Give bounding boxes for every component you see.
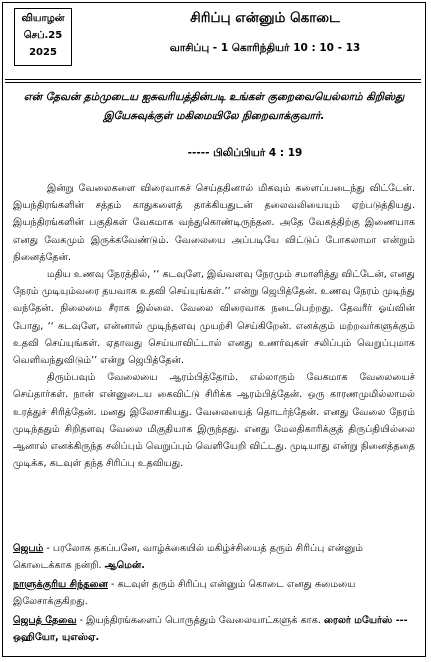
prayer [13,540,417,575]
page-title: சிரிப்பு என்னும் கொடை [190,10,340,26]
topic-text: - இயந்திரங்களைப் பொருத்தும் வேலையாட்களுக் காக. [76,614,324,626]
key-verse: என் தேவன் தம்முடைய ஐசுவரியத்தின்படி உங்கள் குறைவையெல்லாம் கிறிஸ்து இயேசுவுக்குள் மகிமையிலே நிறைவாக்குவார். [23,91,405,122]
verse-reference: ----- பிலிப்பியர் 4 : 19 [187,147,303,159]
divider-top [5,79,421,80]
paragraph: மதிய உணவு நேரத்தில், ‘‘ கடவுளே, இவ்வளவு நேரமும் சமாளித்து விட்டேன், எனது நேரம் முடியும்வரை தயவாக உதவி செய்யுங்கள்.’’ என்று ஜெபித்தேன். உணவு நேரம் முடிந்து வந்தேன். நிலைமை சீராக இல்லை. வேலை விரைவாக நடைபெற்றது. தேவரீர் ஓய்வின் போது, ‘‘ கடவுளே, என்னால் முடிந்தளவு முயற்சி செய்கிறேன். எனக்கும் மற்றவர்களுக்கும் உதவி செய்யுங்கள். ஏதாவது செய்யாவிட்டால் எனது உணர்வுகள் சலிப்பும் வெறுப்புமாக வெளிவந்துவிடும்’’ என்று ஜெபித்தேன். [13,269,415,367]
scripture-reading: வாசிப்பு - 1 கொரிந்தியர் 10 : 10 - 13 [169,42,361,54]
prayer-amen: ஆமென். [104,560,145,572]
year: 2025 [29,47,57,58]
paragraph: இன்று வேலைகளை விரைவாகச் செய்ததினால் மிகவும் களைப்படைந்து விட்டேன். இயந்திரங்களின் சத்தம் காதுகளைத் தாக்கியதுடன் தலைவலியையும் ஏற்படுத்தியது. இயந்திரங்களின் பகுதிகள் வேகமாக வந்துகொண்டிருந்தன. அதே வேகத்திற்கு இணையாக எனது வேகமும் இருக்கவேண்டும். வேலையை அப்படியே விட்டுப் போகலாமா என்றும் நினைத்தேன். [13,183,415,263]
weekday: வியாழன் [21,13,65,24]
date-box [14,8,72,66]
prayer-text: - பரலோக தகப்பனே, வாழ்க்கையில் மகிழ்ச்சியைத் தரும் சிரிப்பு என்னும் கொடைக்காக நன்றி. [13,543,363,572]
prayer-label: ஜெபம் [13,543,44,554]
thought-label: நாளுக்குரிய சிந்தனை [13,578,108,590]
thought-text: - கடவுள் தரும் சிரிப்பு என்னும் கொடை எனது சுமையை இலேசாக்குகிறது. [13,578,356,608]
author: ரைலர் மயேர்ஸ் --- ஒஹியோ, யுஎஸ்ஏ. [13,614,408,644]
devotional-footer [13,540,417,647]
devotional-body [13,180,415,472]
date: செப்.25 [23,30,63,41]
paragraph: திரும்பவும் வேலையை ஆரம்பித்தோம். எல்லாரும் வேகமாக வேலையைச் செய்தார்கள். நான் என்னுடைய கைவிட்டு சிரிக்க ஆரம்பித்தேன். ஒரு காரணமுமில்லாமல் உரத்துச் சிரித்தேன். மனது இலேசாகியது. வேலையைத் தொடர்ந்தேன். எனது வேலை நேரம் முடிந்ததும் சிறிதளவு வேலை மிகுதியாக இருந்தது. எனது மேலதிகாரிக்குத் திருப்தியில்லை ஆனால் எனக்கிருந்த சலிப்பும் வெறுப்பும் வெளியேறி விட்டது. முடியாது என்று நினைத்ததை முடிக்க, கடவுள் தந்த சிரிப்பு உதவியது. [13,372,415,470]
prayer-focus [13,612,417,647]
divider-bottom [5,82,421,83]
topic-label: ஜெபத் தேவை [13,614,77,626]
thought-for-day [13,576,417,611]
